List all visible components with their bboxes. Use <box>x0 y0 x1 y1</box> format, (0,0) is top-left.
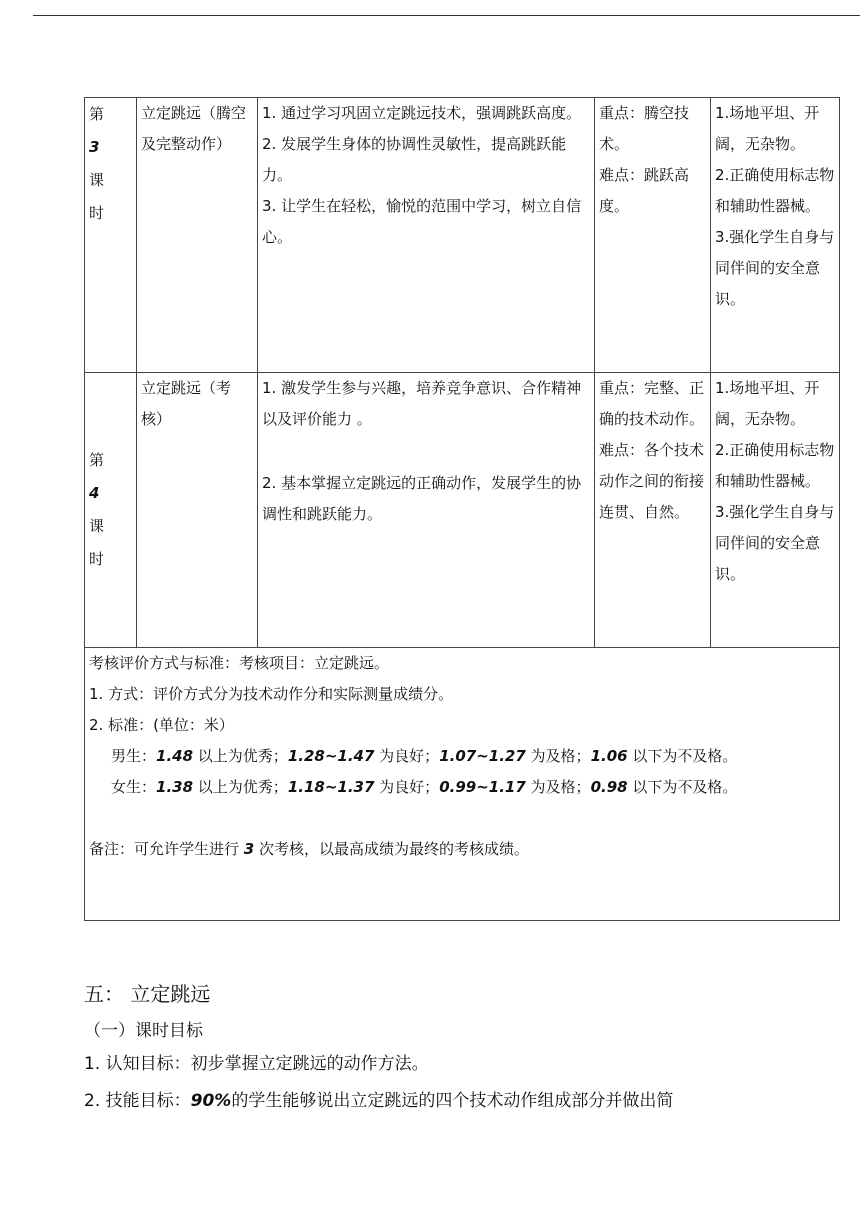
assessment-cell <box>85 648 840 921</box>
goal-item: 3. 让学生在轻松，愉悦的范围中学习，树立自信心。 <box>262 197 582 246</box>
content-cell: 立定跳远（考核） <box>137 373 258 648</box>
section-title: 五： 立定跳远 <box>84 982 211 1006</box>
focus-cell <box>595 98 711 373</box>
assessment-title: 考核评价方式与标准：考核项目：立定跳远。 <box>89 654 390 672</box>
objective-skill: 2. 技能目标：90%的学生能够说出立定跳远的四个技术动作组成部分并做出简 <box>84 1091 674 1111</box>
safety-item: 2.正确使用标志物和辅助性器械。 <box>715 441 835 490</box>
safety-item: 1.场地平坦、开阔，无杂物。 <box>715 104 820 153</box>
lesson-plan-table <box>84 97 840 921</box>
safety-cell <box>711 373 840 648</box>
goals-cell <box>258 98 595 373</box>
goal-item: 1. 通过学习巩固立定跳远技术，强调跳跃高度。 <box>262 104 582 122</box>
goal-item: 1. 激发学生参与兴趣，培养竞争意识、合作精神以及评价能力 。 <box>262 379 582 428</box>
table-row <box>85 373 840 648</box>
table-row <box>85 648 840 921</box>
safety-item: 2.正确使用标志物和辅助性器械。 <box>715 166 835 215</box>
difficult-point: 难点：各个技术动作之间的衔接连贯、自然。 <box>599 441 705 521</box>
header-rule <box>33 15 860 16</box>
goals-cell <box>258 373 595 648</box>
boys-standard: 男生：1.48 以上为优秀；1.28~1.47 为良好；1.07~1.27 为及格；1.06 以下为不及格。 <box>111 747 738 765</box>
objective-cognitive: 1. 认知目标：初步掌握立定跳远的动作方法。 <box>84 1054 429 1074</box>
safety-item: 1.场地平坦、开阔，无杂物。 <box>715 379 820 428</box>
period-cell: 第 4 课 时 <box>85 373 137 648</box>
assessment-note: 备注：可允许学生进行 3 次考核，以最高成绩为最终的考核成绩。 <box>89 840 529 858</box>
section-subtitle: （一）课时目标 <box>84 1021 203 1041</box>
girls-standard: 女生：1.38 以上为优秀；1.18~1.37 为良好；0.99~1.17 为及格；0.98 以下为不及格。 <box>111 778 738 796</box>
assessment-method: 1. 方式：评价方式分为技术动作分和实际测量成绩分。 <box>89 685 454 703</box>
content-cell: 立定跳远（腾空及完整动作） <box>137 98 258 373</box>
key-point: 重点：完整、正确的技术动作。 <box>599 379 705 428</box>
safety-cell <box>711 98 840 373</box>
goal-item: 2. 基本掌握立定跳远的正确动作，发展学生的协调性和跳跃能力。 <box>262 474 582 523</box>
table-row <box>85 98 840 373</box>
focus-cell <box>595 373 711 648</box>
safety-item: 3.强化学生自身与同伴间的安全意识。 <box>715 503 835 583</box>
assessment-standard: 2. 标准：(单位：米） <box>89 716 234 734</box>
goal-item: 2. 发展学生身体的协调性灵敏性，提高跳跃能力。 <box>262 135 567 184</box>
period-cell: 第 3 课 时 <box>85 98 137 373</box>
key-point: 重点：腾空技术。 <box>599 104 690 153</box>
difficult-point: 难点：跳跃高度。 <box>599 166 690 215</box>
safety-item: 3.强化学生自身与同伴间的安全意识。 <box>715 228 835 308</box>
